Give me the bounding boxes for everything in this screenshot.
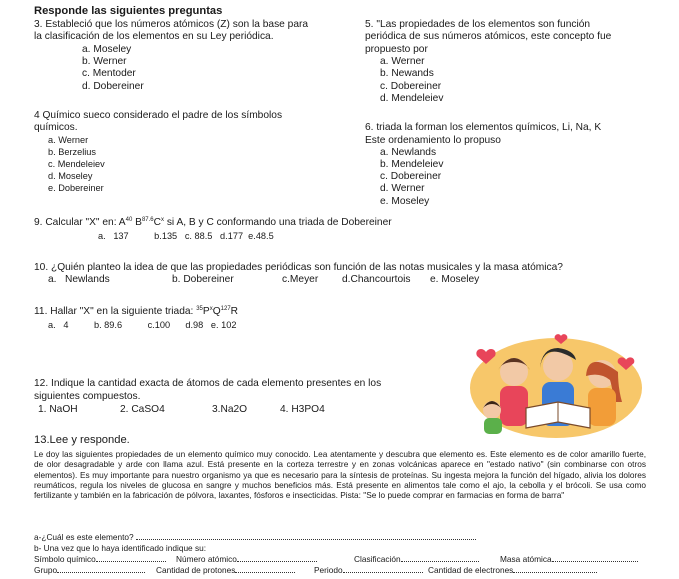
q13-field-classification: [354, 554, 479, 564]
q13-field-group-line[interactable]: [57, 572, 145, 573]
q4-option-d: d. Moseley: [48, 171, 93, 181]
q11-stem-pre: 11. Hallar "X" en la siguiente triada:: [34, 306, 197, 317]
q4-stem-line1: 4 Químico sueco considerado el padre de los símbolos: [34, 110, 283, 121]
q13-field-period-label: Periodo: [314, 565, 343, 575]
q9-element-c: C: [153, 217, 161, 228]
q12-compound-2: 2. CaSO4: [120, 404, 165, 415]
q6-option-c: c. Dobereiner: [380, 171, 442, 182]
q6-option-a: a. Newlands: [380, 147, 437, 158]
q12-compound-3: 3.Na2O: [212, 404, 248, 415]
q9-stem: [34, 217, 392, 229]
q10-option-d: d.Chancourtois: [342, 274, 411, 285]
q13-field-atomic-mass-label: Masa atómica: [500, 554, 552, 564]
q4-option-b: b. Berzelius: [48, 147, 97, 157]
q13-field-protons-line[interactable]: [235, 572, 295, 573]
q13-paragraph: Le doy las siguientes propiedades de un elemento químico muy conocido. Lea atentamente y descubra que elemento es. Este elemento es de color amarillo fuerte, de olor desagradable y arde con llama azul. Está presente en la corteza terrestre y en zonas volcánicas aparece en "estado nativo" (sin combinarse con otros elementos). Es muy importante para nuestro organismo ya que es necesario para la síntesis de proteínas. Su ingesta mejora la función del hígado, alivia los dolores reumáticos, regula los niveles de glucosa en sangre y muchos beneficios más. Está presente en alimentos tale como el ajo, la cebolla y el brócoli. Se usa como fertilizante y también en la fabricación de pólvora, laxantes, fósforos e insecticidas. Pista: "Se lo puede comprar en farmacias en forma de barra": [34, 449, 646, 501]
q11-stem: [34, 306, 238, 318]
page-header: Responde las siguientes preguntas: [34, 5, 223, 17]
q3-option-d: d. Dobereiner: [82, 81, 144, 92]
q11-mass-q: x: [209, 306, 213, 312]
q9-mass-a: 40: [125, 217, 133, 223]
q10-option-e: e. Moseley: [430, 274, 480, 285]
q6-stem-line1: 6. triada la forman los elementos químicos, Li, Na, K: [365, 122, 602, 133]
q5-stem-line3: propuesto por: [365, 44, 428, 55]
q9-stem-pre: 9. Calcular "X" en: A: [34, 217, 126, 228]
q5-stem-line2: periódica de sus números atómicos, este concepto fue: [365, 31, 612, 42]
q13-question-a-text: a-¿Cuál es este elemento?: [34, 532, 134, 542]
q13-field-electrons-line[interactable]: [513, 572, 597, 573]
q13-field-atomic-number: [176, 554, 317, 564]
q5-stem-line1: 5. "Las propiedades de los elementos son función: [365, 19, 591, 30]
q9-stem-post: si A, B y C conformando una triada de Dobereiner: [163, 217, 392, 228]
children-reading-illustration: [466, 330, 646, 440]
q13-field-group-label: Grupo: [34, 565, 58, 575]
q13-field-protons: [156, 565, 295, 575]
q11-mass-p: 35: [196, 306, 203, 312]
q13-field-protons-label: Cantidad de protones: [156, 565, 236, 575]
q4-option-e: e. Dobereiner: [48, 183, 104, 193]
q13-title: 13.Lee y responde.: [34, 434, 130, 446]
q6-option-b: b. Mendeleiev: [380, 159, 444, 170]
q5-option-c: c. Dobereiner: [380, 81, 442, 92]
q13-answer-a-line[interactable]: [136, 539, 476, 540]
q11-mass-r: 127: [220, 306, 231, 312]
q10-stem: 10. ¿Quién planteo la idea de que las propiedades periódicas son función de las notas musicales y la masa atómica?: [34, 262, 563, 273]
q11-element-r: R: [230, 306, 239, 317]
q13-field-symbol-line[interactable]: [96, 561, 166, 562]
q12-stem-line1: 12. Indique la cantidad exacta de átomos de cada elemento presentes en los: [34, 378, 382, 389]
q10-option-a: a. Newlands: [48, 274, 110, 285]
q13-field-symbol: [34, 554, 166, 564]
q5-option-a: a. Werner: [380, 56, 425, 67]
q5-option-b: b. Newands: [380, 68, 434, 79]
q13-field-classification-label: Clasificación: [354, 554, 401, 564]
q4-stem-line2: químicos.: [34, 122, 78, 133]
q13-field-electrons-label: Cantidad de electrones: [428, 565, 514, 575]
q13-field-symbol-label: Símbolo químico: [34, 554, 96, 564]
q6-option-e: e. Moseley: [380, 196, 430, 207]
q10-option-c: c.Meyer: [282, 274, 319, 285]
q3-option-c: c. Mentoder: [82, 68, 136, 79]
q13-field-electrons: [428, 565, 597, 575]
q13-question-a: [34, 532, 654, 542]
q9-options: a. 137 b.135 c. 88.5 d.177 e.48.5: [98, 231, 274, 241]
q4-option-c: c. Mendeleiev: [48, 159, 105, 169]
q11-element-p: P: [202, 306, 210, 317]
q3-stem-line1: 3. Estableció que los números atómicos (Z) son la base para: [34, 19, 309, 30]
q9-element-b: B: [132, 217, 142, 228]
q13-field-atomic-mass: [500, 554, 638, 564]
q6-option-d: d. Werner: [380, 183, 425, 194]
q13-field-atomic-mass-line[interactable]: [552, 561, 638, 562]
q13-field-period: [314, 565, 423, 575]
q3-stem-line2: la clasificación de los elementos en su Ley periódica.: [34, 31, 274, 42]
q3-option-b: b. Werner: [82, 56, 127, 67]
q12-compound-1: 1. NaOH: [38, 404, 78, 415]
q4-option-a: a. Werner: [48, 135, 89, 145]
q13-field-classification-line[interactable]: [401, 561, 479, 562]
q6-stem-line2: Este ordenamiento lo propuso: [365, 135, 501, 146]
q12-stem-line2: siguientes compuestos.: [34, 391, 141, 402]
q5-option-d: d. Mendeleiev: [380, 93, 444, 104]
q10-option-b: b. Dobereiner: [172, 274, 234, 285]
q9-mass-c: x: [160, 217, 164, 223]
q13-field-group: [34, 565, 145, 575]
q12-compound-4: 4. H3PO4: [280, 404, 325, 415]
q13-field-period-line[interactable]: [343, 572, 423, 573]
q9-mass-b: 87.6: [141, 217, 154, 223]
q11-element-q: Q: [212, 306, 221, 317]
q3-option-a: a. Moseley: [82, 44, 132, 55]
q13-field-atomic-number-line[interactable]: [237, 561, 317, 562]
q11-options: a. 4 b. 89.6 c.100 d.98 e. 102: [48, 320, 237, 330]
q13-field-atomic-number-label: Número atómico: [176, 554, 237, 564]
q13-question-b: b- Una vez que lo haya identificado indique su:: [34, 543, 207, 553]
